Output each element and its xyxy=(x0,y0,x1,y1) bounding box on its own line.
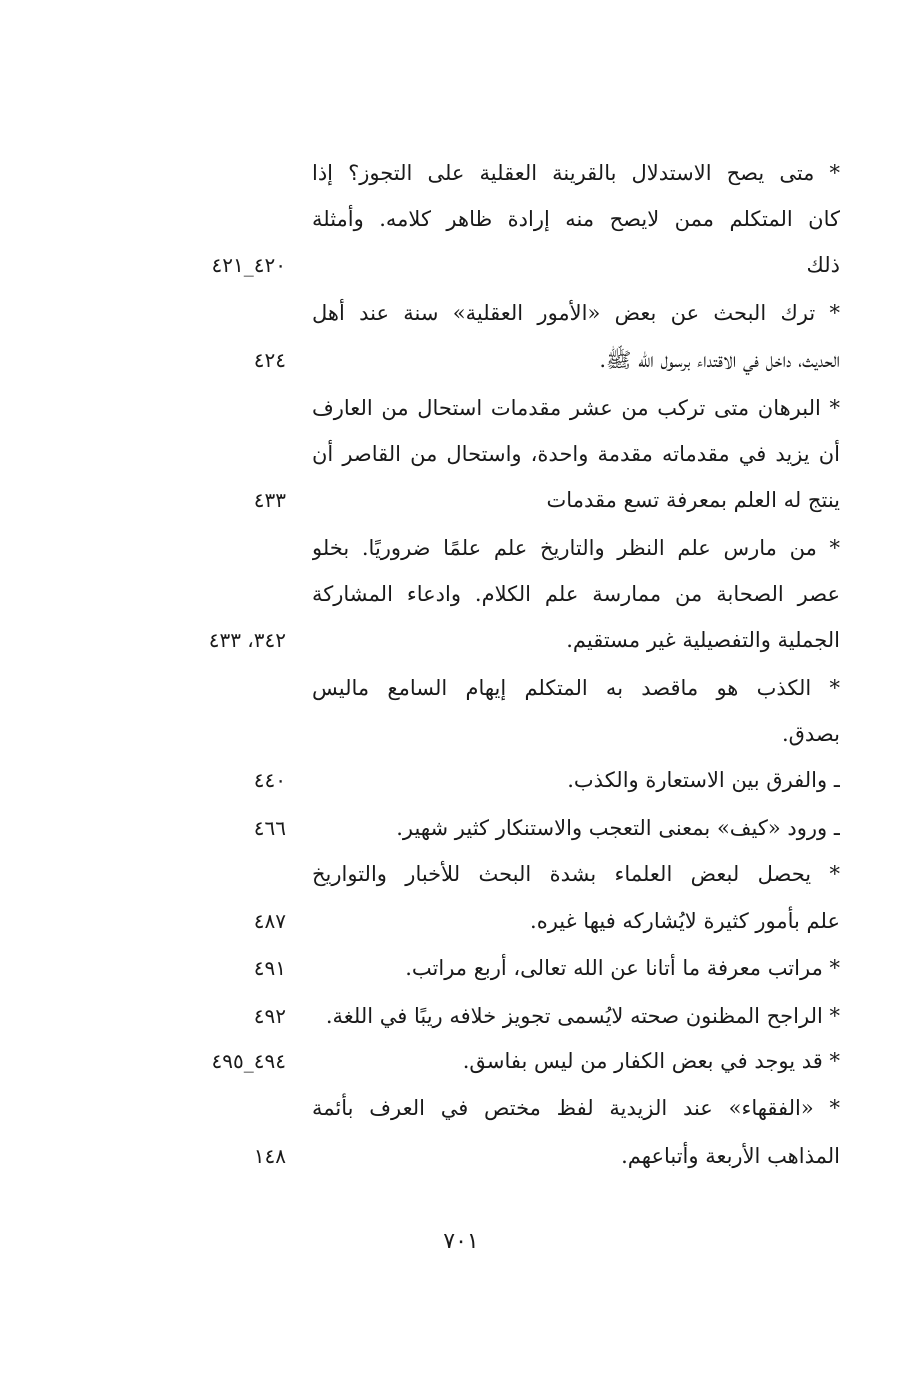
entry-text: ذلك xyxy=(806,253,840,277)
page-reference: ٤٢٠_٤٢١ xyxy=(211,253,286,277)
page-reference: ٤٦٦ xyxy=(253,816,286,840)
entry-line xyxy=(0,851,922,897)
entry-text: بصدق. xyxy=(781,722,840,746)
entry-text: عصر الصحابة من ممارسة علم الكلام. وادعاء المشاركة xyxy=(312,582,840,606)
page-reference: ٤٨٧ xyxy=(253,909,286,933)
page-reference: ١٤٨ xyxy=(253,1144,286,1168)
entry-line xyxy=(0,898,922,944)
entry-text: * ترك البحث عن بعض «الأمور العقلية» سنة عند أهل xyxy=(312,301,840,325)
entry-text: * قد يوجد في بعض الكفار من ليس بفاسق. xyxy=(462,1049,840,1073)
entry-line xyxy=(0,290,922,336)
page-reference: ٤٣٣ xyxy=(253,488,286,512)
entry-text: * مراتب معرفة ما أتانا عن الله تعالى، أربع مراتب. xyxy=(405,956,840,980)
entry-text: * متى يصح الاستدلال بالقرينة العقلية على التجوز؟ إذا xyxy=(312,161,840,185)
entry-text: * «الفقهاء» عند الزيدية لفظ مختص في العرف بأئمة xyxy=(312,1096,840,1120)
entry-text: ـ ورود «كيف» بمعنى التعجب والاستنكار كثير شهير. xyxy=(396,816,840,840)
entry-text: الحديث، داخل في الاقتداء برسول الله ﷺ. xyxy=(599,348,840,372)
entry-line xyxy=(0,945,922,991)
entry-line xyxy=(0,757,922,803)
entry-text: * الكذب هو ماقصد به المتكلم إيهام السامع ماليس xyxy=(312,676,840,700)
entry-text: الجملية والتفصيلية غير مستقيم. xyxy=(566,628,840,652)
entry-line xyxy=(0,242,922,288)
page-reference: ٣٤٢، ٤٣٣ xyxy=(208,628,286,652)
page-reference: ٤٤٠ xyxy=(253,768,286,792)
page-reference: ٤٩٤_٤٩٥ xyxy=(211,1049,286,1073)
entry-line xyxy=(0,1133,922,1179)
entry-line xyxy=(0,337,922,383)
page-reference: ٤٩١ xyxy=(253,956,286,980)
entry-line xyxy=(0,1038,922,1084)
entry-line xyxy=(0,571,922,617)
entry-line xyxy=(0,196,922,242)
entry-line xyxy=(0,805,922,851)
entry-line xyxy=(0,150,922,196)
entry-line xyxy=(0,1085,922,1131)
entry-line xyxy=(0,617,922,663)
entry-text: * الراجح المظنون صحته لايُسمى تجويز خلافه ريبًا في اللغة. xyxy=(325,1004,840,1028)
entry-line xyxy=(0,993,922,1039)
entry-line xyxy=(0,431,922,477)
entry-text: * البرهان متى تركب من عشر مقدمات استحال من العارف xyxy=(312,396,840,420)
entry-text: ينتج له العلم بمعرفة تسع مقدمات xyxy=(546,488,840,512)
entry-text: ـ والفرق بين الاستعارة والكذب. xyxy=(567,768,840,792)
entry-text: أن يزيد في مقدماته مقدمة واحدة، واستحال من القاصر أن xyxy=(312,442,840,466)
entry-line xyxy=(0,665,922,711)
page-reference: ٤٩٢ xyxy=(253,1004,286,1028)
entry-text: * من مارس علم النظر والتاريخ علم علمًا ضروريًا. بخلو xyxy=(312,536,840,560)
page-number: ٧٠١ xyxy=(443,1229,479,1254)
entry-text: * يحصل لبعض العلماء بشدة البحث للأخبار والتواريخ xyxy=(312,862,840,886)
page-reference: ٤٢٤ xyxy=(253,348,286,372)
entry-text: كان المتكلم ممن لايصح منه إرادة ظاهر كلامه. وأمثلة xyxy=(312,207,840,231)
entry-text: المذاهب الأربعة وأتباعهم. xyxy=(621,1144,840,1168)
entry-line xyxy=(0,525,922,571)
entry-text: علم بأمور كثيرة لايُشاركه فيها غيره. xyxy=(530,909,840,933)
entry-line xyxy=(0,385,922,431)
entry-line xyxy=(0,711,922,757)
entry-line xyxy=(0,477,922,523)
